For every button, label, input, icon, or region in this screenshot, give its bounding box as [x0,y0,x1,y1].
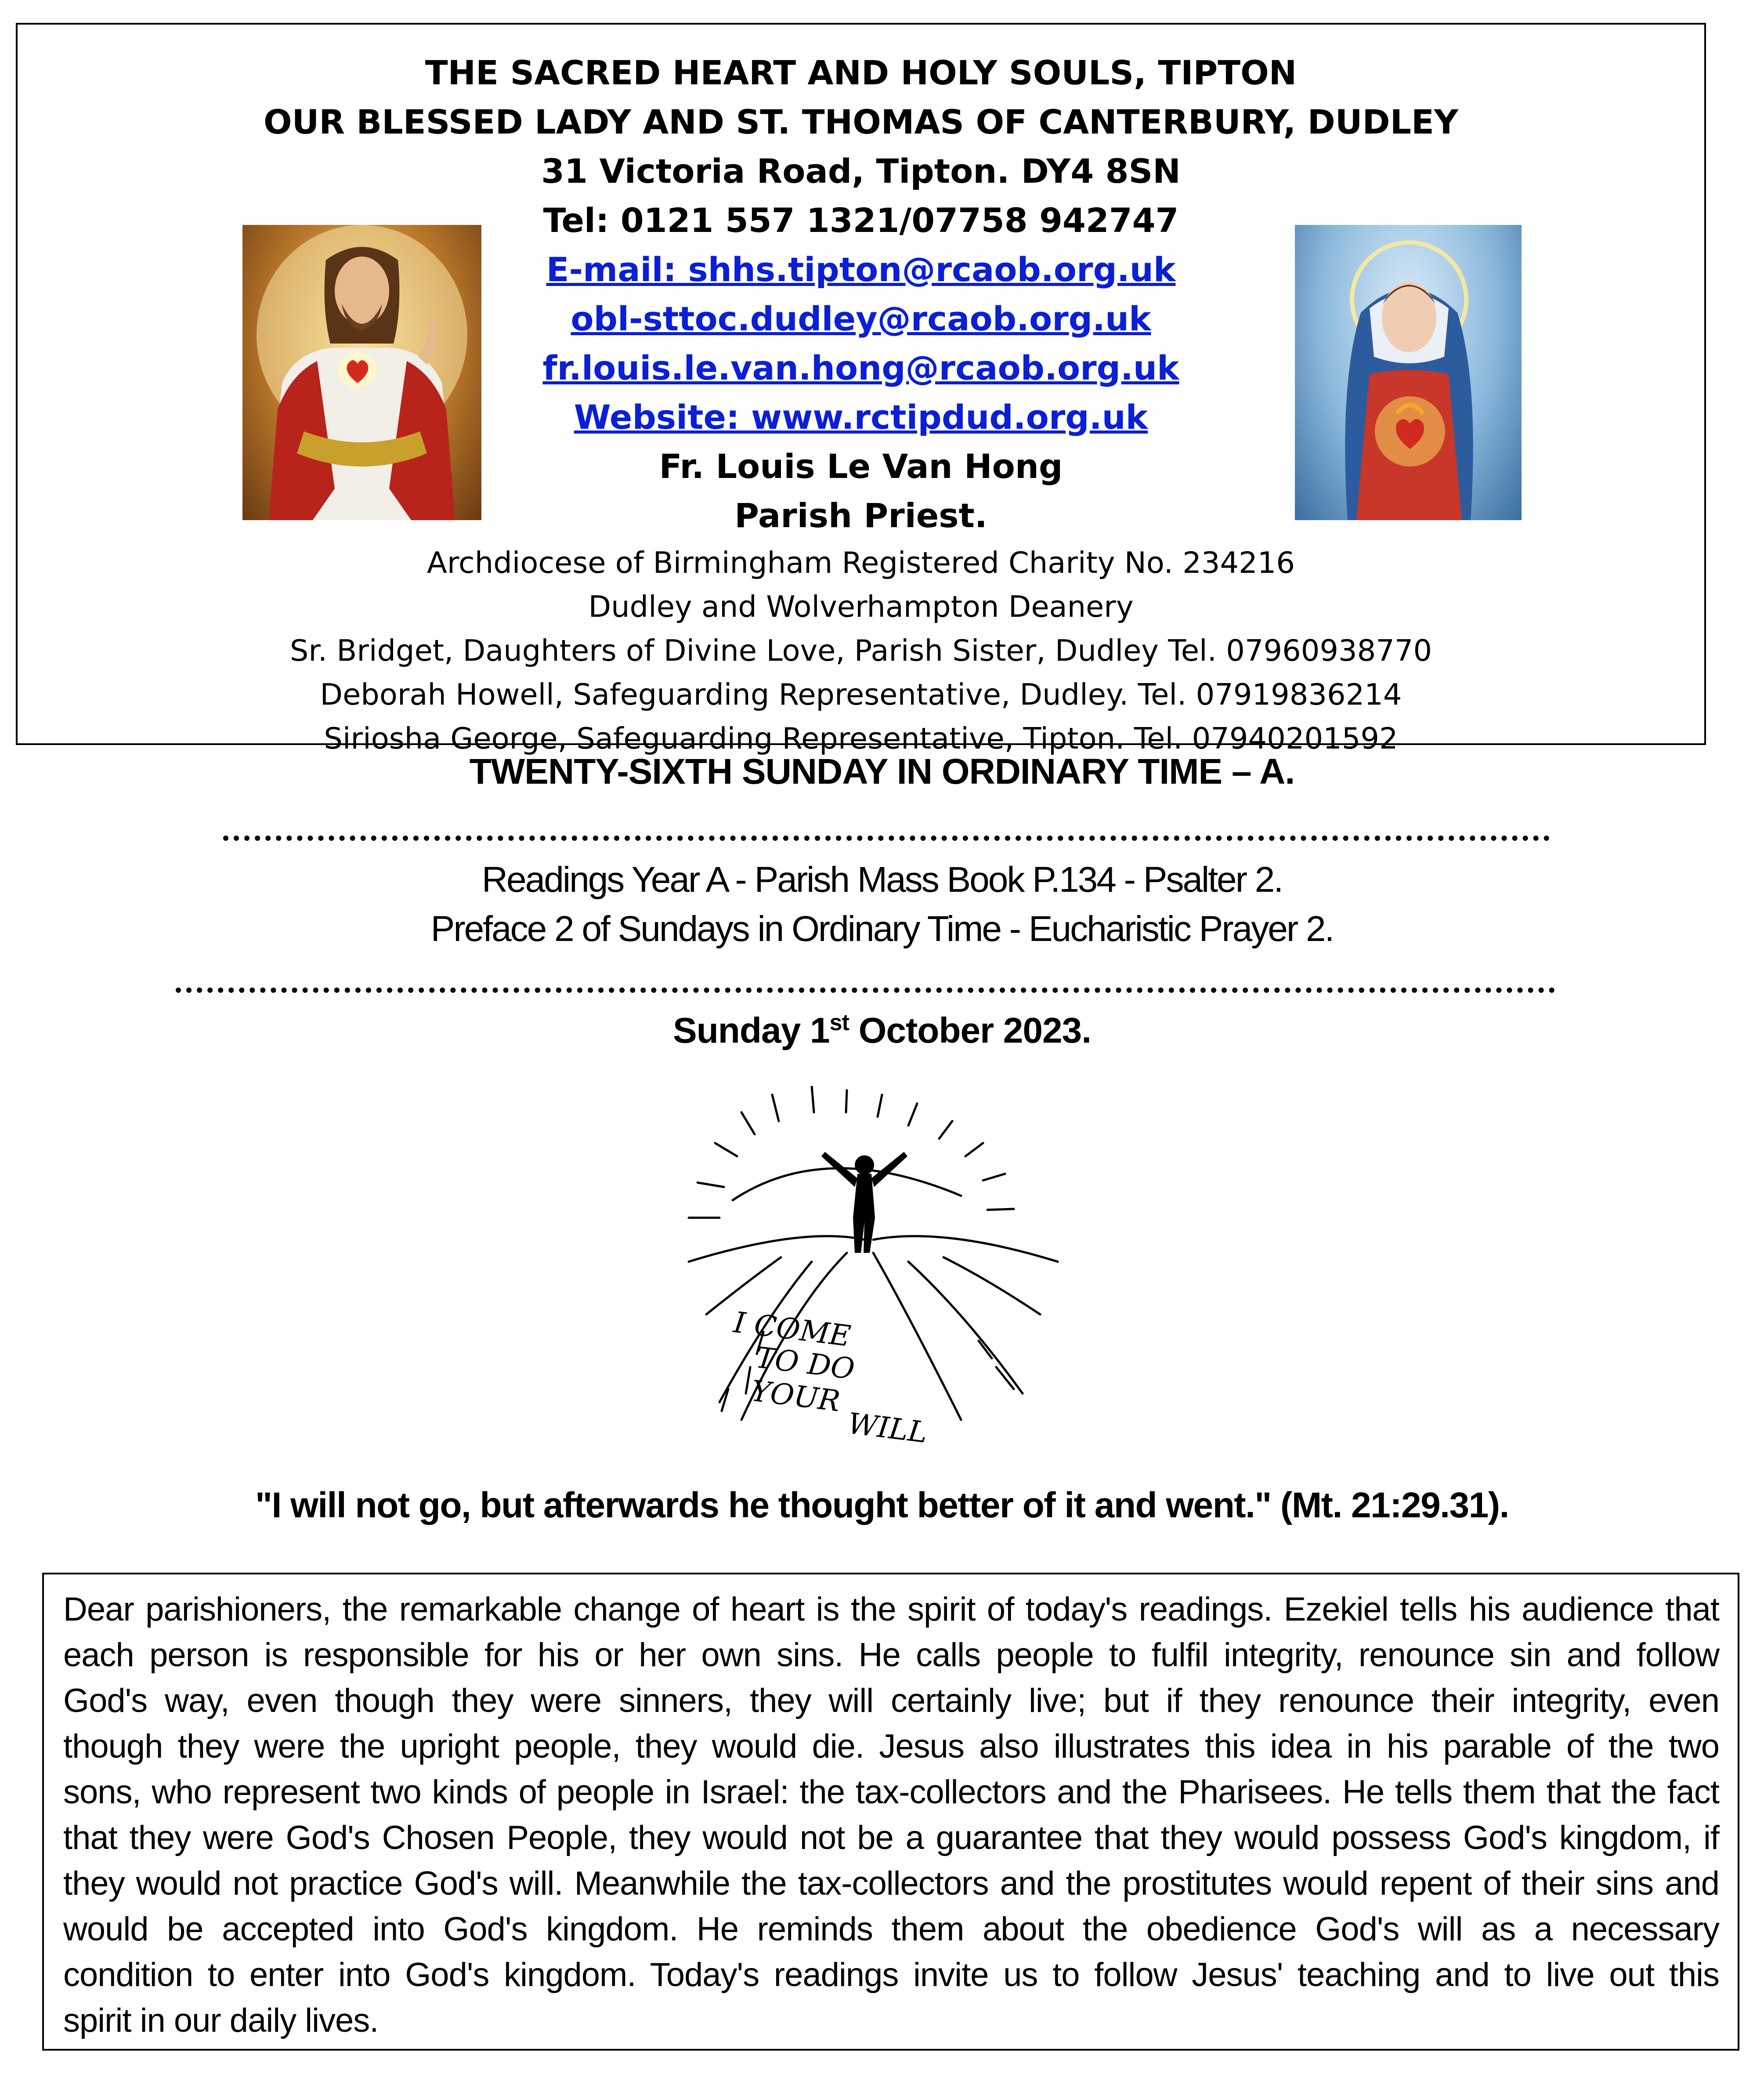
message-line: sons, who represent two kinds of people in Israel: the tax-collectors and the Pharisees. He tells them that the fact [63,1773,1719,1811]
message-line: would be accepted into God's kingdom. He reminds them about the obedience God's will as a necessary [63,1910,1719,1948]
parish-sister-contact: Sr. Bridget, Daughters of Divine Love, Parish Sister, Dudley Tel. 07960938770 [289,633,1432,668]
emblem-line-to-do: TO DO [754,1340,857,1386]
sunday-title: TWENTY-SIXTH SUNDAY IN ORDINARY TIME – A. [469,752,1295,792]
message-line: they would not practice God's will. Meanwhile the tax-collectors and the prostitutes would repent of their sins and [63,1865,1719,1902]
email-link-dudley[interactable]: obl-sttoc.dudley@rcaob.org.uk [571,299,1151,338]
message-line: condition to enter into God's kingdom. Today's readings invite us to follow Jesus' teaching and to live out this [63,1956,1719,1994]
sacred-heart-of-jesus-image [242,225,481,520]
dotted-divider-bottom [176,988,1555,993]
gospel-quote: "I will not go, but afterwards he thought better of it and went." (Mt. 21:29.31). [255,1485,1509,1525]
preface-reference: Preface 2 of Sundays in Ordinary Time - Eucharistic Prayer 2. [430,909,1334,949]
website-link[interactable]: Website: www.rctipdud.org.uk [574,398,1148,437]
parish-name-tipton: THE SACRED HEART AND HOLY SOULS, TIPTON [425,53,1297,92]
message-line: that they were God's Chosen People, they would not be a guarantee that they would possess God's kingdom, if [63,1819,1719,1856]
sunday-date: Sunday 1st October 2023. [673,1010,1091,1051]
emblem-line-your: YOUR [749,1374,842,1418]
parish-name-dudley: OUR BLESSED LADY AND ST. THOMAS OF CANTERBURY, DUDLEY [264,102,1458,141]
safeguarding-tipton-contact: Siriosha George, Safeguarding Representative, Tipton. Tel. 07940201592 [324,721,1398,756]
emblem-line-i-come: I COME [732,1305,853,1353]
readings-reference: Readings Year A - Parish Mass Book P.134 - Psalter 2. [481,860,1283,900]
parish-telephone: Tel: 0121 557 1321/07758 942747 [543,201,1179,240]
email-link-priest[interactable]: fr.louis.le.van.hong@rcaob.org.uk [542,348,1179,387]
parish-priest-message-box [42,1573,1739,2051]
message-line: God's way, even though they were sinners, they will certainly live; but if they renounce their integrity, even [63,1682,1719,1719]
priest-name: Fr. Louis Le Van Hong [659,447,1063,486]
message-line: spirit in our daily lives. [63,2002,379,2039]
immaculate-heart-of-mary-image [1295,225,1522,520]
email-link-tipton[interactable]: E-mail: shhs.tipton@rcaob.org.uk [546,250,1176,289]
parish-address: 31 Victoria Road, Tipton. DY4 8SN [541,152,1181,191]
charity-number: Archdiocese of Birmingham Registered Charity No. 234216 [427,546,1295,580]
priest-title: Parish Priest. [734,496,987,535]
message-line: though they were the upright people, they would die. Jesus also illustrates this idea in his parable of the two [63,1728,1719,1765]
i-come-to-do-your-will-emblem [680,1086,1066,1446]
emblem-line-will: WILL [846,1406,929,1446]
deanery-name: Dudley and Wolverhampton Deanery [588,590,1134,624]
message-line: each person is responsible for his or her own sins. He calls people to fulfil integrity, renounce sin and follow [63,1636,1719,1674]
dotted-divider-top [223,836,1550,841]
safeguarding-dudley-contact: Deborah Howell, Safeguarding Representative, Dudley. Tel. 07919836214 [320,677,1402,712]
message-line: Dear parishioners, the remarkable change of heart is the spirit of today's readings. Ezekiel tells his audience that [63,1591,1719,1628]
